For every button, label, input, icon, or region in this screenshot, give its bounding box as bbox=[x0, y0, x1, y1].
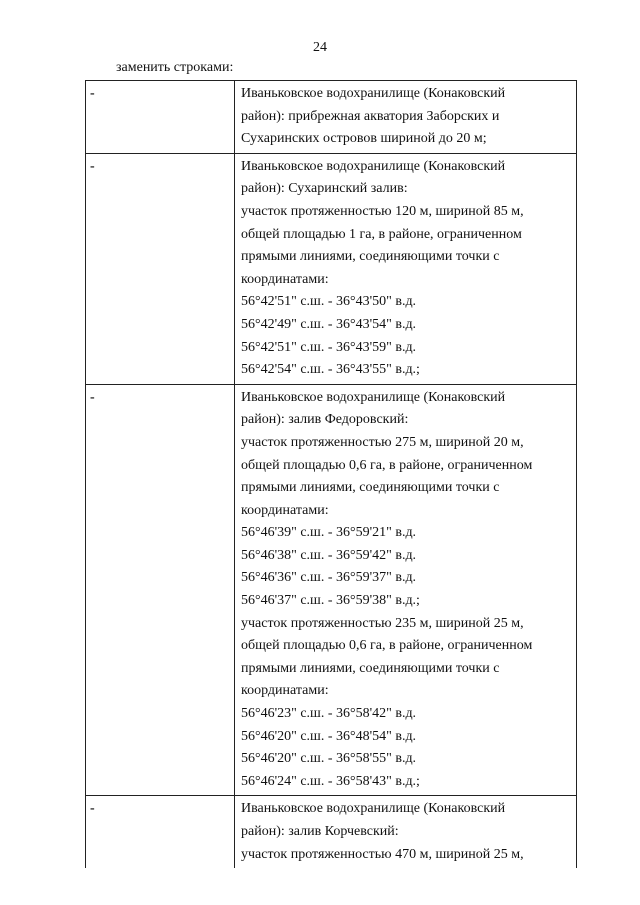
dash-marker: - bbox=[90, 158, 95, 174]
text-line: координатами: bbox=[241, 271, 329, 287]
dash-cell bbox=[86, 153, 235, 384]
coordinate-line: 56°42'51" с.ш. - 36°43'50" в.д. bbox=[241, 294, 417, 310]
coordinate-line: 56°46'20" с.ш. - 36°48'54" в.д. bbox=[241, 728, 417, 744]
coordinate-line: 56°46'38" с.ш. - 36°59'42" в.д. bbox=[241, 547, 417, 563]
text-line: координатами: bbox=[241, 502, 329, 518]
text-line: район): залив Федоровский: bbox=[241, 412, 409, 428]
text-line: Иваньковское водохранилище (Конаковский bbox=[241, 86, 506, 101]
description-cell bbox=[235, 81, 577, 154]
coordinate-line: 56°46'23" с.ш. - 36°58'42" в.д. bbox=[241, 706, 417, 722]
coordinate-line: 56°42'51" с.ш. - 36°43'59" в.д. bbox=[241, 339, 417, 355]
coordinate-line: 56°42'49" с.ш. - 36°43'54" в.д. bbox=[241, 316, 417, 332]
table-row bbox=[86, 384, 577, 796]
text-line: Иваньковское водохранилище (Конаковский bbox=[241, 801, 506, 817]
text-line: район): прибрежная акватория Заборских и bbox=[241, 108, 500, 124]
table-row bbox=[86, 796, 577, 868]
text-line: участок протяженностью 120 м, шириной 85 м, bbox=[241, 203, 524, 219]
text-line: район): Сухаринский залив: bbox=[241, 181, 408, 197]
text-line: общей площадью 1 га, в районе, ограниченном bbox=[241, 226, 522, 242]
dash-marker: - bbox=[90, 389, 95, 405]
dash-marker: - bbox=[90, 801, 95, 817]
text-line: общей площадью 0,6 га, в районе, ограниченном bbox=[241, 457, 533, 473]
table-row bbox=[86, 81, 577, 154]
description-cell bbox=[235, 796, 577, 868]
text-line: район): залив Корчевский: bbox=[241, 824, 399, 839]
text-line: участок протяженностью 470 м, шириной 25 м, bbox=[241, 846, 524, 862]
text-line: координатами: bbox=[241, 683, 329, 699]
dash-cell bbox=[86, 796, 235, 868]
text-line: прямыми линиями, соединяющими точки с bbox=[241, 660, 500, 676]
coordinate-line: 56°46'24" с.ш. - 36°58'43" в.д.; bbox=[241, 773, 420, 789]
coordinate-line: 56°46'39" с.ш. - 36°59'21" в.д. bbox=[241, 525, 417, 541]
description-cell bbox=[235, 384, 577, 796]
intro-text: заменить строками: bbox=[116, 60, 234, 75]
description-cell bbox=[235, 153, 577, 384]
text-line: Иваньковское водохранилище (Конаковский bbox=[241, 158, 506, 174]
coordinate-line: 56°46'36" с.ш. - 36°59'37" в.д. bbox=[241, 570, 417, 586]
replacement-table bbox=[85, 80, 577, 868]
text-line: прямыми линиями, соединяющими точки с bbox=[241, 249, 500, 265]
text-line: Иваньковское водохранилище (Конаковский bbox=[241, 389, 506, 405]
dash-cell bbox=[86, 384, 235, 796]
text-line: участок протяженностью 275 м, шириной 20 м, bbox=[241, 434, 524, 450]
coordinate-line: 56°46'20" с.ш. - 36°58'55" в.д. bbox=[241, 751, 417, 767]
text-line: общей площадью 0,6 га, в районе, ограниченном bbox=[241, 638, 533, 654]
text-line: участок протяженностью 235 м, шириной 25 м, bbox=[241, 615, 524, 631]
text-line: Сухаринских островов шириной до 20 м; bbox=[241, 131, 487, 147]
table-row bbox=[86, 153, 577, 384]
dash-cell bbox=[86, 81, 235, 154]
coordinate-line: 56°46'37" с.ш. - 36°59'38" в.д.; bbox=[241, 593, 420, 609]
dash-marker: - bbox=[90, 86, 95, 101]
text-line: прямыми линиями, соединяющими точки с bbox=[241, 480, 500, 496]
page-number: 24 bbox=[313, 40, 327, 55]
coordinate-line: 56°42'54" с.ш. - 36°43'55" в.д.; bbox=[241, 362, 420, 378]
